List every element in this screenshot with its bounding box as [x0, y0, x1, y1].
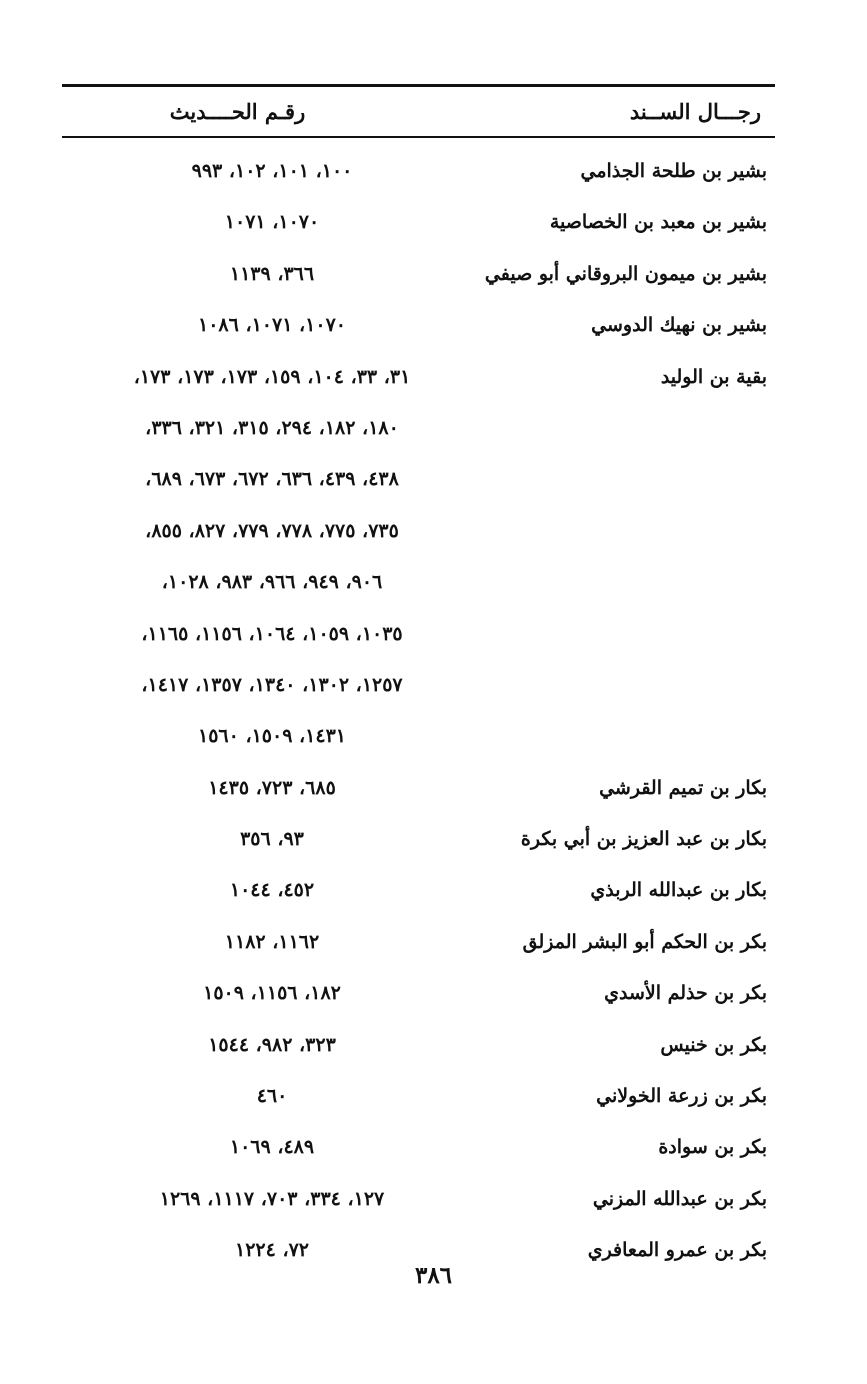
index-entry [62, 763, 775, 814]
index-row [62, 1071, 775, 1122]
index-row [62, 300, 775, 351]
index-row [62, 557, 775, 608]
index-row [62, 1122, 775, 1173]
index-row [62, 1174, 775, 1225]
index-row [62, 197, 775, 248]
index-row [62, 609, 775, 660]
narrator-name: بكار بن عبدالله الربذي [590, 879, 767, 902]
index-entry [62, 814, 775, 865]
narrator-name: بكر بن الحكم أبو البشر المزلق [522, 930, 767, 953]
index-entry [62, 249, 775, 300]
narrator-name: بقية بن الوليد [660, 365, 767, 388]
index-entry [62, 146, 775, 197]
hadith-numbers: ١٨٢، ١١٥٦، ١٥٠٩ [203, 982, 341, 1005]
narrator-name: بكر بن سوادة [658, 1136, 767, 1159]
index-row [62, 454, 775, 505]
hadith-numbers: ١٨٠، ١٨٢، ٢٩٤، ٣١٥، ٣٢١، ٣٣٦، [145, 416, 399, 439]
index-row [62, 660, 775, 711]
index-row [62, 352, 775, 403]
index-entry [62, 1174, 775, 1225]
narrator-name: بشير بن معبد بن الخصاصية [549, 211, 767, 234]
hadith-numbers: ١٢٧، ٣٣٤، ٧٠٣، ١١١٧، ١٢٦٩ [159, 1187, 385, 1210]
hadith-numbers: ١٢٥٧، ١٣٠٢، ١٣٤٠، ١٣٥٧، ١٤١٧، [141, 673, 403, 696]
narrator-name: بشير بن طلحة الجذامي [580, 160, 767, 182]
hadith-numbers: ٦٨٥، ٧٢٣، ١٤٣٥ [208, 776, 336, 799]
hadith-numbers: ١١٦٢، ١١٨٢ [224, 930, 320, 953]
hadith-numbers: ٤٥٢، ١٠٤٤ [229, 879, 315, 902]
hadith-numbers: ٤٦٠ [256, 1085, 288, 1108]
hadith-numbers: ٩٠٦، ٩٤٩، ٩٦٦، ٩٨٣، ١٠٢٨، [161, 571, 383, 594]
hadith-numbers: ٤٨٩، ١٠٦٩ [229, 1136, 315, 1159]
narrator-name: بكر بن عمرو المعافري [587, 1239, 767, 1262]
hadith-numbers: ٤٣٨، ٤٣٩، ٦٣٦، ٦٧٢، ٦٧٣، ٦٨٩، [145, 468, 399, 491]
narrator-name: بشير بن نهيك الدوسي [591, 314, 767, 337]
page-number: ٣٨٦ [414, 1262, 453, 1289]
index-entry [62, 1020, 775, 1071]
narrator-name: بكار بن عبد العزيز بن أبي بكرة [520, 828, 767, 851]
index-row [62, 146, 775, 197]
hadith-numbers: ٩٣، ٣٥٦ [240, 828, 304, 851]
hadith-numbers: ١٠٣٥، ١٠٥٩، ١٠٦٤، ١١٥٦، ١١٦٥، [141, 622, 403, 645]
hadith-numbers: ١٤٣١، ١٥٠٩، ١٥٦٠ [198, 725, 346, 748]
index-entry [62, 352, 775, 763]
hadith-numbers: ٧٢، ١٢٢٤ [235, 1239, 309, 1262]
index-entry [62, 197, 775, 248]
index-entry [62, 300, 775, 351]
narrator-name: بكر بن حذلم الأسدي [604, 982, 767, 1005]
index-row [62, 763, 775, 814]
hadith-numbers: ١٠٧٠، ١٠٧١، ١٠٨٦ [198, 314, 346, 337]
index-entry [62, 865, 775, 916]
index-row [62, 506, 775, 557]
index-row [62, 917, 775, 968]
index-row [62, 249, 775, 300]
index-entry [62, 1122, 775, 1173]
index-entry [62, 968, 775, 1019]
index-row [62, 1020, 775, 1071]
index-entry [62, 1071, 775, 1122]
narrator-name: بكار بن تميم القرشي [599, 776, 767, 799]
index-row [62, 814, 775, 865]
top-rule [62, 84, 775, 87]
hadith-numbers: ٧٣٥، ٧٧٥، ٧٧٨، ٧٧٩، ٨٢٧، ٨٥٥، [145, 519, 399, 542]
hadith-number-column-header: رقـم الحــــديث [169, 99, 306, 124]
narrators-column-header: رجـــال الســند [629, 99, 761, 124]
hadith-numbers: ٣١، ٣٣، ١٠٤، ١٥٩، ١٧٣، ١٧٣، ١٧٣، [133, 365, 411, 388]
narrator-index-list [62, 146, 775, 1277]
narrator-name: بكر بن زرعة الخولاني [596, 1085, 767, 1108]
narrator-name: بشير بن ميمون البروقاني أبو صيفي [484, 262, 767, 285]
hadith-numbers: ١٠٠، ١٠١، ١٠٢، ٩٩٣ [191, 160, 353, 182]
index-row [62, 403, 775, 454]
index-row [62, 865, 775, 916]
hadith-numbers: ٣٦٦، ١١٣٩ [229, 262, 315, 285]
narrator-name: بكر بن خنيس [660, 1033, 767, 1056]
hadith-numbers: ١٠٧٠، ١٠٧١ [224, 211, 320, 234]
narrator-name: بكر بن عبدالله المزني [592, 1187, 767, 1210]
header-rule [62, 136, 775, 138]
index-entry [62, 917, 775, 968]
hadith-numbers: ٣٢٣، ٩٨٢، ١٥٤٤ [208, 1033, 336, 1056]
index-row [62, 711, 775, 762]
index-row [62, 968, 775, 1019]
